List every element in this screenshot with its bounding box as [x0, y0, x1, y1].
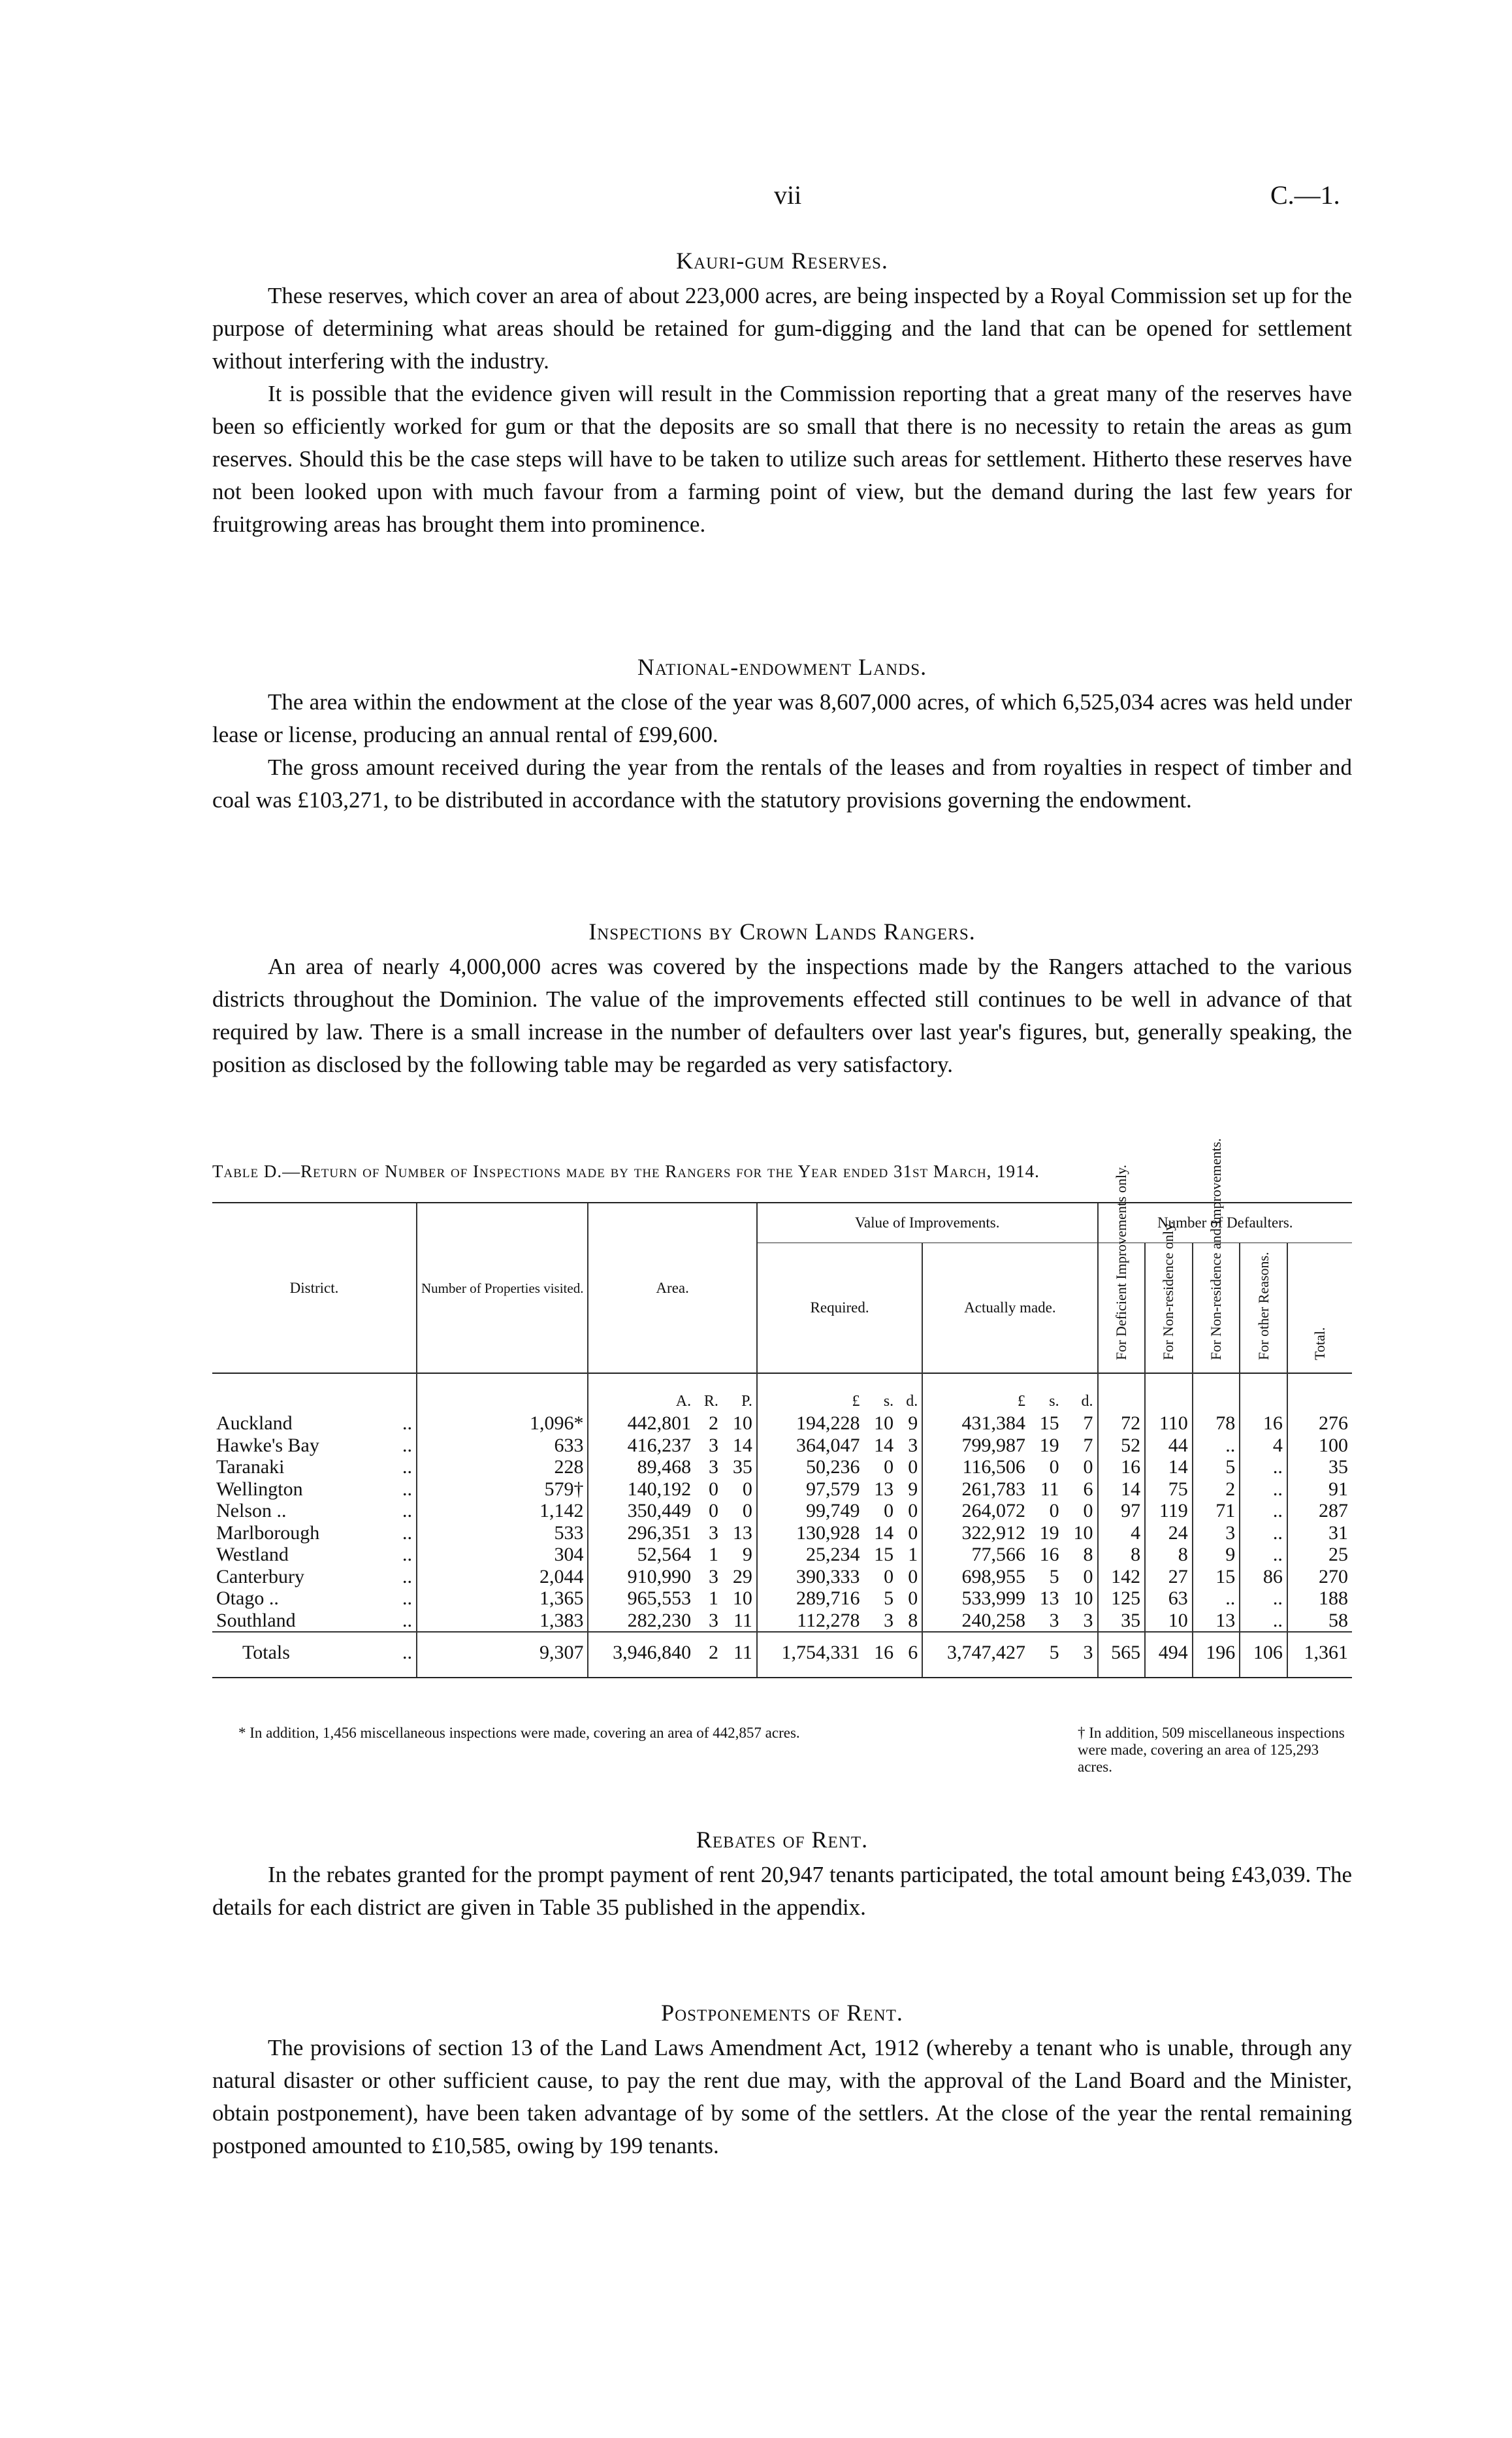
table-row — [212, 1500, 1352, 1522]
document-reference: C.—1. — [1270, 180, 1340, 210]
header-district: District. — [289, 1279, 339, 1296]
cell-nr: 44 — [1145, 1435, 1193, 1457]
cell-props: 1,096* — [417, 1412, 588, 1435]
cell-act-d: 10 — [1073, 1521, 1093, 1544]
cell-req-d: 0 — [908, 1500, 918, 1521]
table-row — [212, 1522, 1352, 1544]
cell-nr: 119 — [1145, 1500, 1193, 1522]
cell-req-s: 15 — [874, 1544, 894, 1565]
cell-tot: 270 — [1287, 1566, 1352, 1588]
district-cell — [212, 1456, 417, 1478]
cell-nri: 13 — [1193, 1610, 1240, 1633]
cell-nr: 24 — [1145, 1522, 1193, 1544]
cell-act-d: 7 — [1083, 1412, 1093, 1434]
cell-a: 442,801 — [588, 1412, 695, 1435]
cell-r: 3 — [708, 1609, 718, 1631]
district-name: Taranaki — [216, 1456, 285, 1478]
cell-nri: 9 — [1193, 1544, 1240, 1566]
district-name: Totals — [242, 1642, 290, 1663]
cell-r: 0 — [708, 1478, 718, 1500]
cell-props: 1,142 — [417, 1500, 588, 1522]
district-cell — [212, 1478, 417, 1501]
cell-act-l: 533,999 — [922, 1587, 1029, 1610]
cell-nr: 27 — [1145, 1566, 1193, 1588]
totals-row — [212, 1632, 1352, 1677]
cell-act-d: 0 — [1083, 1565, 1093, 1587]
cell-r: 3 — [708, 1565, 718, 1587]
cell-nri: .. — [1193, 1587, 1240, 1610]
cell-tot: 35 — [1287, 1456, 1352, 1478]
cell-r: 2 — [695, 1632, 722, 1677]
cell-act-l: 698,955 — [922, 1566, 1029, 1588]
cell-req-d: 0 — [908, 1521, 918, 1544]
district-name: Wellington — [216, 1478, 303, 1500]
table-row — [212, 1456, 1352, 1478]
cell-oth: 106 — [1240, 1632, 1287, 1677]
header-area: Area. — [588, 1203, 756, 1373]
district-cell — [212, 1500, 417, 1522]
paragraph: In the rebates granted for the prompt payment of rent 20,947 tenants participated, the total amount being £43,039. The details for each district are given in Table 35 published in the appendix. — [212, 1862, 1352, 1920]
cell-def: 142 — [1098, 1566, 1146, 1588]
cell-props: 9,307 — [417, 1632, 588, 1677]
cell-nr: 14 — [1145, 1456, 1193, 1478]
cell-nri: 15 — [1193, 1566, 1240, 1588]
cell-act-s: 19 — [1039, 1521, 1059, 1544]
paragraph: The provisions of section 13 of the Land Laws Amendment Act, 1912 (whereby a tenant who is unable, through any natural disaster or other sufficient cause, to pay the rent due may, with the approval of the Land Board and the Minister, obtain postponement), have been taken advantage of by some of the settlers. At the close of the year the rental remaining postponed amounted to £10,585, owing by 199 tenants. — [212, 2035, 1352, 2158]
cell-def: 16 — [1098, 1456, 1146, 1478]
leader-dots: .. — [402, 1412, 412, 1434]
page-number: vii — [774, 180, 802, 210]
cell-p: 11 — [722, 1632, 757, 1677]
cell-req-l: 1,754,331 — [757, 1632, 864, 1677]
leader-dots: .. — [402, 1642, 412, 1663]
cell-req-d: 3 — [908, 1434, 918, 1456]
cell-req-l: 130,928 — [757, 1522, 864, 1544]
cell-a: 3,946,840 — [588, 1632, 695, 1677]
unit-pounds: £ — [757, 1373, 864, 1412]
cell-req-d: 0 — [908, 1587, 918, 1609]
cell-req-l: 390,333 — [757, 1566, 864, 1588]
cell-req-d: 6 — [897, 1632, 922, 1677]
cell-a: 296,351 — [588, 1522, 695, 1544]
section-heading: Postponements of Rent. — [661, 2000, 903, 2026]
cell-a: 965,553 — [588, 1587, 695, 1610]
footnote-dagger: † In addition, 509 miscellaneous inspections were made, covering an area of 125,293 acres. — [1078, 1725, 1345, 1775]
leader-dots: .. — [402, 1609, 412, 1631]
cell-def: 14 — [1098, 1478, 1146, 1501]
cell-p: 11 — [733, 1609, 752, 1631]
cell-nr: 63 — [1145, 1587, 1193, 1610]
cell-oth: .. — [1240, 1478, 1287, 1501]
cell-a: 350,449 — [588, 1500, 695, 1522]
cell-act-d: 10 — [1073, 1587, 1093, 1609]
unit-perches: P. — [741, 1392, 752, 1410]
cell-req-s: 3 — [884, 1609, 894, 1631]
section-kauri-gum — [212, 247, 1352, 541]
cell-tot: 1,361 — [1287, 1632, 1352, 1677]
section-heading: Inspections by Crown Lands Rangers. — [588, 918, 976, 945]
cell-req-l: 289,716 — [757, 1587, 864, 1610]
cell-req-l: 25,234 — [757, 1544, 864, 1566]
cell-nri: 196 — [1193, 1632, 1240, 1677]
section-postponements — [212, 1999, 1352, 2162]
cell-nr: 75 — [1145, 1478, 1193, 1501]
cell-tot: 91 — [1287, 1478, 1352, 1501]
cell-act-d: 3 — [1063, 1632, 1098, 1677]
cell-props: 633 — [417, 1435, 588, 1457]
cell-r: 3 — [708, 1456, 718, 1478]
district-name: Hawke's Bay — [216, 1434, 319, 1456]
district-cell — [212, 1587, 417, 1610]
district-name: Canterbury — [216, 1565, 304, 1587]
cell-act-d: 6 — [1083, 1478, 1093, 1500]
header-properties: Number of Properties visited. — [417, 1203, 588, 1373]
district-cell — [212, 1566, 417, 1588]
unit-shillings: s. — [1049, 1392, 1059, 1410]
cell-p: 14 — [732, 1434, 752, 1456]
cell-req-l: 194,228 — [757, 1412, 864, 1435]
district-cell — [212, 1412, 417, 1435]
cell-a: 140,192 — [588, 1478, 695, 1501]
section-inspections — [212, 918, 1352, 1081]
cell-nr: 494 — [1145, 1632, 1193, 1677]
cell-req-l: 112,278 — [757, 1610, 864, 1633]
cell-def: 97 — [1098, 1500, 1146, 1522]
cell-p: 10 — [732, 1587, 752, 1609]
footnotes — [212, 1725, 1352, 1776]
cell-nri: 5 — [1193, 1456, 1240, 1478]
table-row — [212, 1412, 1352, 1435]
cell-r: 1 — [708, 1587, 718, 1609]
cell-def: 8 — [1098, 1544, 1146, 1566]
cell-nri: 71 — [1193, 1500, 1240, 1522]
cell-act-s: 0 — [1049, 1456, 1059, 1478]
cell-act-s: 13 — [1039, 1587, 1059, 1609]
cell-def: 4 — [1098, 1522, 1146, 1544]
cell-p: 9 — [742, 1544, 752, 1565]
cell-p: 0 — [742, 1500, 752, 1521]
cell-tot: 58 — [1287, 1610, 1352, 1633]
cell-act-s: 11 — [1040, 1478, 1059, 1500]
cell-act-s: 0 — [1049, 1500, 1059, 1521]
cell-p: 29 — [732, 1565, 752, 1587]
cell-tot: 188 — [1287, 1587, 1352, 1610]
leader-dots: .. — [402, 1456, 412, 1478]
paragraph: An area of nearly 4,000,000 acres was covered by the inspections made by the Rangers attached to the various districts throughout the Dominion. The value of the improvements effected still continues to be well in advance of that required by law. There is a small increase in the number of defaulters over last year's figures, but, generally speaking, the position as disclosed by the following table may be regarded as very satisfactory. — [212, 954, 1352, 1077]
cell-act-s: 15 — [1039, 1412, 1059, 1434]
cell-oth: 16 — [1240, 1412, 1287, 1435]
paragraph: These reserves, which cover an area of about 223,000 acres, are being inspected by a Royal Commission set up for the purpose of determining what areas should be retained for gum-digging and the land that can be opened for settlement without interfering with the industry. — [212, 283, 1352, 374]
cell-oth: .. — [1240, 1500, 1287, 1522]
header-actually-made: Actually made. — [922, 1243, 1097, 1373]
leader-dots: .. — [402, 1500, 412, 1521]
unit-pounds: £ — [922, 1373, 1029, 1412]
cell-r: 0 — [708, 1500, 718, 1521]
table-row — [212, 1566, 1352, 1588]
leader-dots: .. — [402, 1565, 412, 1587]
district-cell — [212, 1435, 417, 1457]
cell-req-l: 97,579 — [757, 1478, 864, 1501]
district-cell — [212, 1632, 417, 1677]
table-row — [212, 1587, 1352, 1610]
section-rebates — [212, 1826, 1352, 1924]
cell-act-s: 16 — [1039, 1544, 1059, 1565]
district-name: Nelson .. — [216, 1500, 287, 1521]
cell-act-d: 0 — [1083, 1456, 1093, 1478]
cell-tot: 31 — [1287, 1522, 1352, 1544]
cell-act-s: 19 — [1039, 1434, 1059, 1456]
cell-act-l: 261,783 — [922, 1478, 1029, 1501]
header-deficient: For Deficient Improvements only. — [1112, 1164, 1129, 1360]
cell-p: 13 — [732, 1521, 752, 1544]
header-non-residence: For Non-residence only. — [1160, 1220, 1177, 1360]
cell-p: 0 — [742, 1478, 752, 1500]
cell-req-l: 50,236 — [757, 1456, 864, 1478]
leader-dots: .. — [402, 1544, 412, 1565]
section-heading: Rebates of Rent. — [696, 1827, 869, 1853]
cell-props: 228 — [417, 1456, 588, 1478]
cell-nr: 110 — [1145, 1412, 1193, 1435]
cell-nri: .. — [1193, 1435, 1240, 1457]
cell-p: 35 — [732, 1456, 752, 1478]
cell-oth: 4 — [1240, 1435, 1287, 1457]
unit-roods: R. — [703, 1392, 718, 1410]
cell-tot: 25 — [1287, 1544, 1352, 1566]
cell-req-s: 5 — [884, 1587, 894, 1609]
cell-act-l: 240,258 — [922, 1610, 1029, 1633]
cell-oth: .. — [1240, 1587, 1287, 1610]
cell-a: 52,564 — [588, 1544, 695, 1566]
table-row — [212, 1544, 1352, 1566]
cell-act-d: 0 — [1083, 1500, 1093, 1521]
cell-a: 282,230 — [588, 1610, 695, 1633]
header-other: For other Reasons. — [1255, 1252, 1272, 1360]
table-row — [212, 1478, 1352, 1501]
cell-act-l: 431,384 — [922, 1412, 1029, 1435]
cell-nri: 3 — [1193, 1522, 1240, 1544]
section-heading: National-endowment Lands. — [637, 654, 927, 680]
cell-req-l: 364,047 — [757, 1435, 864, 1457]
cell-req-d: 1 — [908, 1544, 918, 1565]
leader-dots: .. — [402, 1587, 412, 1609]
cell-req-s: 0 — [884, 1456, 894, 1478]
cell-props: 2,044 — [417, 1566, 588, 1588]
leader-dots: .. — [402, 1434, 412, 1456]
cell-a: 416,237 — [588, 1435, 695, 1457]
cell-def: 565 — [1098, 1632, 1146, 1677]
header-value: Value of Improvements. — [757, 1203, 1098, 1243]
cell-act-l: 116,506 — [922, 1456, 1029, 1478]
district-cell — [212, 1610, 417, 1633]
cell-act-d: 8 — [1083, 1544, 1093, 1565]
table-title: Table D.—Return of Number of Inspections made by the Rangers for the Year ended 31st March, 1914. — [212, 1162, 1040, 1181]
cell-req-l: 99,749 — [757, 1500, 864, 1522]
district-cell — [212, 1544, 417, 1566]
footnote-asterisk: * In addition, 1,456 miscellaneous inspections were made, covering an area of 442,857 acres. — [238, 1725, 800, 1741]
cell-act-d: 7 — [1083, 1434, 1093, 1456]
cell-req-d: 9 — [908, 1412, 918, 1434]
leader-dots: .. — [402, 1521, 412, 1544]
cell-r: 3 — [708, 1521, 718, 1544]
cell-props: 533 — [417, 1522, 588, 1544]
cell-act-l: 322,912 — [922, 1522, 1029, 1544]
paragraph: It is possible that the evidence given will result in the Commission reporting that a great many of the reserves have been so efficiently worked for gum or that the deposits are so small that there is no necessity to retain the areas as gum reserves. Should this be the case steps will have to be taken to utilize such areas for settlement. Hitherto these reserves have not been looked upon with much favour from a farming point of view, but the demand during the last few years for fruitgrowing areas has brought them into prominence. — [212, 381, 1352, 537]
cell-props: 579† — [417, 1478, 588, 1501]
cell-req-s: 14 — [874, 1434, 894, 1456]
paragraph: The gross amount received during the year from the rentals of the leases and from royalties in respect of timber and coal was £103,271, to be distributed in accordance with the statutory provisions governing the endowment. — [212, 755, 1352, 813]
unit-pence: d. — [1081, 1392, 1093, 1410]
header-required: Required. — [757, 1243, 922, 1373]
cell-oth: .. — [1240, 1522, 1287, 1544]
header-non-residence-improvements: For Non-residence and Improvements. — [1208, 1138, 1224, 1360]
cell-req-s: 14 — [874, 1521, 894, 1544]
district-cell — [212, 1522, 417, 1544]
cell-oth: .. — [1240, 1544, 1287, 1566]
unit-pence: d. — [906, 1392, 918, 1410]
cell-req-d: 0 — [908, 1456, 918, 1478]
cell-oth: .. — [1240, 1610, 1287, 1633]
cell-a: 89,468 — [588, 1456, 695, 1478]
cell-act-d: 3 — [1083, 1609, 1093, 1631]
cell-a: 910,990 — [588, 1566, 695, 1588]
cell-nr: 8 — [1145, 1544, 1193, 1566]
cell-nri: 78 — [1193, 1412, 1240, 1435]
table-row — [212, 1610, 1352, 1633]
cell-act-l: 77,566 — [922, 1544, 1029, 1566]
table-row — [212, 1435, 1352, 1457]
cell-def: 35 — [1098, 1610, 1146, 1633]
unit-shillings: s. — [883, 1392, 894, 1410]
section-heading: Kauri-gum Reserves. — [676, 248, 888, 274]
cell-r: 2 — [708, 1412, 718, 1434]
cell-oth: .. — [1240, 1456, 1287, 1478]
district-name: Southland — [216, 1609, 296, 1631]
district-name: Otago .. — [216, 1587, 279, 1609]
cell-p: 10 — [732, 1412, 752, 1434]
cell-act-s: 3 — [1049, 1609, 1059, 1631]
cell-act-s: 5 — [1049, 1565, 1059, 1587]
cell-def: 72 — [1098, 1412, 1146, 1435]
cell-req-s: 10 — [874, 1412, 894, 1434]
cell-act-l: 799,987 — [922, 1435, 1029, 1457]
cell-r: 3 — [708, 1434, 718, 1456]
cell-tot: 100 — [1287, 1435, 1352, 1457]
leader-dots: .. — [402, 1478, 412, 1500]
cell-props: 304 — [417, 1544, 588, 1566]
cell-req-d: 8 — [908, 1609, 918, 1631]
cell-req-s: 16 — [863, 1632, 897, 1677]
district-name: Auckland — [216, 1412, 293, 1434]
cell-req-d: 9 — [908, 1478, 918, 1500]
cell-nri: 2 — [1193, 1478, 1240, 1501]
cell-act-l: 264,072 — [922, 1500, 1029, 1522]
header-defaulters: Number of Defaulters. — [1098, 1203, 1352, 1243]
district-name: Marlborough — [216, 1521, 320, 1544]
cell-req-d: 0 — [908, 1565, 918, 1587]
cell-act-l: 3,747,427 — [922, 1632, 1029, 1677]
cell-props: 1,383 — [417, 1610, 588, 1633]
cell-nr: 10 — [1145, 1610, 1193, 1633]
unit-acres: A. — [588, 1373, 695, 1412]
header-total: Total. — [1311, 1327, 1328, 1360]
cell-oth: 86 — [1240, 1566, 1287, 1588]
cell-def: 52 — [1098, 1435, 1146, 1457]
paragraph: The area within the endowment at the close of the year was 8,607,000 acres, of which 6,525,034 acres was held under lease or license, producing an annual rental of £99,600. — [212, 689, 1352, 747]
cell-r: 1 — [708, 1544, 718, 1565]
cell-req-s: 0 — [884, 1500, 894, 1521]
cell-req-s: 0 — [884, 1565, 894, 1587]
cell-req-s: 13 — [874, 1478, 894, 1500]
cell-tot: 276 — [1287, 1412, 1352, 1435]
cell-def: 125 — [1098, 1587, 1146, 1610]
section-national-endowment — [212, 653, 1352, 817]
cell-props: 1,365 — [417, 1587, 588, 1610]
cell-act-s: 5 — [1029, 1632, 1063, 1677]
cell-tot: 287 — [1287, 1500, 1352, 1522]
district-name: Westland — [216, 1544, 289, 1565]
